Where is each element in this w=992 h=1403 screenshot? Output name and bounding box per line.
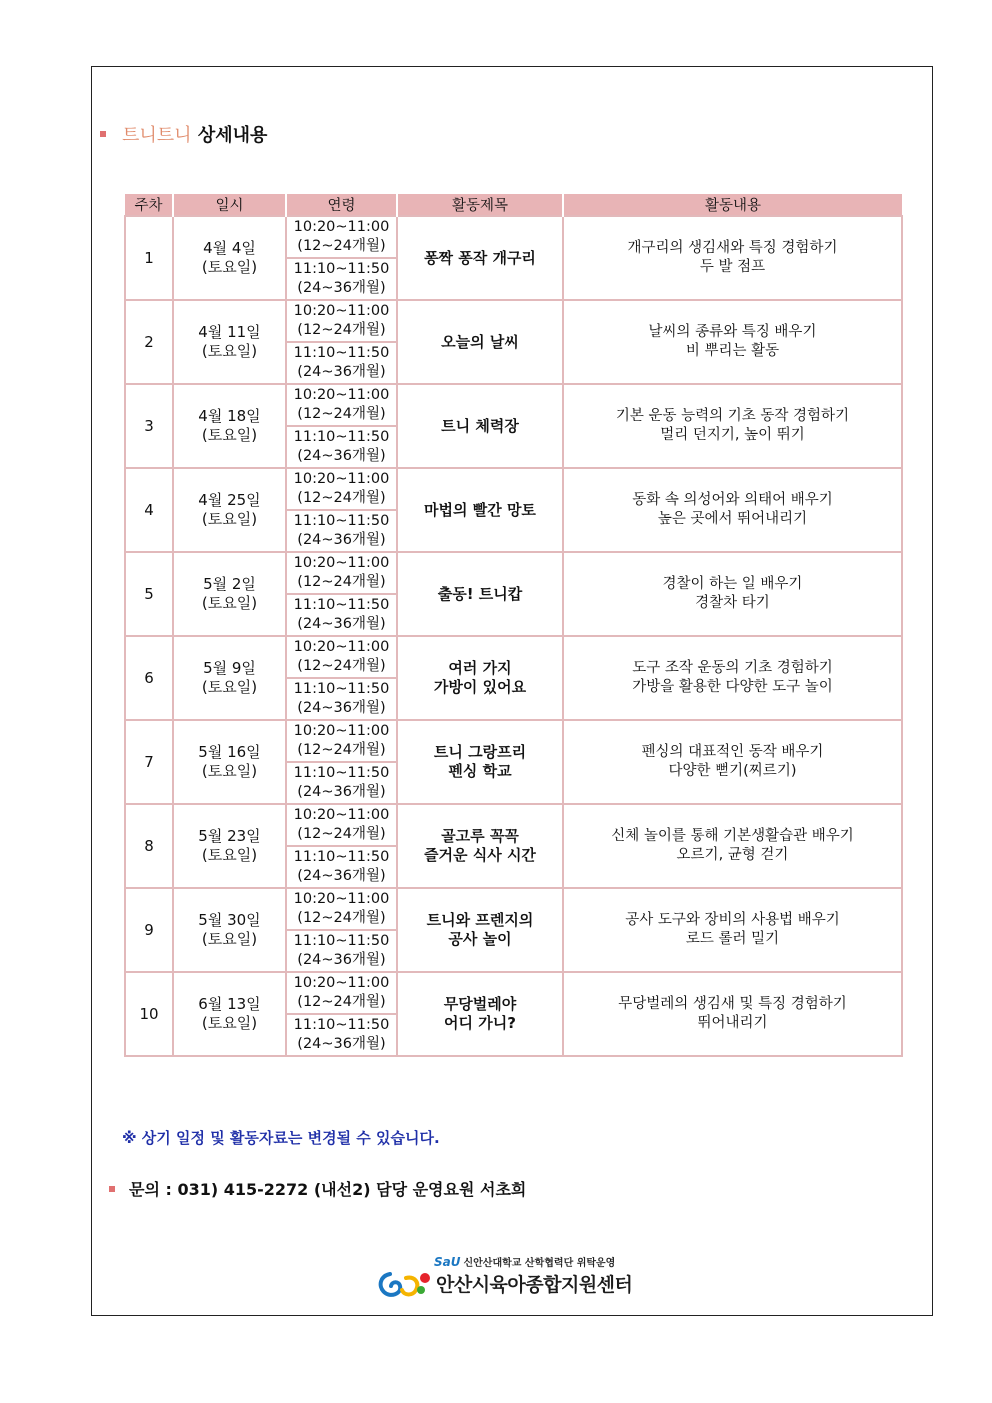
age-time: 10:20~11:00 — [293, 639, 390, 655]
title-line: 무당벌레야 — [443, 995, 517, 1013]
title-line: 즐거운 식사 시간 — [424, 846, 536, 864]
age-time: 10:20~11:00 — [293, 219, 390, 235]
date-cell — [173, 552, 286, 636]
date-cell — [173, 888, 286, 972]
content-cell — [563, 804, 902, 888]
title-cell — [397, 804, 563, 888]
heading-accent: 트니트니 — [122, 125, 192, 146]
swirl-logo-icon — [376, 1270, 434, 1300]
age-range: (12~24개월) — [297, 574, 386, 590]
table-row — [125, 720, 902, 762]
header-week: 주차 — [125, 194, 173, 216]
content-line: 날씨의 종류와 특징 배우기 — [648, 324, 817, 340]
age-range: (12~24개월) — [297, 910, 386, 926]
table-row — [125, 636, 902, 678]
table-body — [125, 216, 902, 1056]
bullet-icon — [109, 1186, 115, 1192]
age-cell — [286, 972, 397, 1014]
table-row — [125, 468, 902, 510]
title-cell — [397, 720, 563, 804]
week-cell: 4 — [125, 468, 173, 552]
age-time: 11:10~11:50 — [293, 849, 390, 865]
content-line: 도구 조작 운동의 기초 경험하기 — [632, 660, 833, 676]
title-cell — [397, 636, 563, 720]
age-time: 10:20~11:00 — [293, 555, 390, 571]
content-line: 경찰이 하는 일 배우기 — [662, 576, 803, 592]
table-row — [125, 888, 902, 930]
title-line: 골고루 꼭꼭 — [441, 827, 519, 845]
title-line: 펜싱 학교 — [448, 762, 512, 780]
age-range: (12~24개월) — [297, 322, 386, 338]
age-cell — [286, 762, 397, 804]
table-row — [125, 384, 902, 426]
date-cell — [173, 636, 286, 720]
age-range: (12~24개월) — [297, 742, 386, 758]
age-range: (12~24개월) — [297, 658, 386, 674]
content-line: 개구리의 생김새와 특징 경험하기 — [627, 240, 838, 256]
age-time: 11:10~11:50 — [293, 597, 390, 613]
title-line: 출동! 트니캅 — [437, 584, 523, 603]
week-cell: 1 — [125, 216, 173, 300]
age-cell — [286, 846, 397, 888]
date-cell — [173, 300, 286, 384]
age-time: 11:10~11:50 — [293, 345, 390, 361]
contact-line — [109, 1177, 526, 1200]
title-cell — [397, 552, 563, 636]
table-header-row — [125, 194, 902, 216]
day-text: (토요일) — [201, 678, 258, 696]
date-text: 5월 23일 — [198, 827, 261, 845]
day-text: (토요일) — [201, 426, 258, 444]
day-text: (토요일) — [201, 258, 258, 276]
week-cell: 6 — [125, 636, 173, 720]
title-line: 트니 체력장 — [441, 416, 519, 435]
title-line: 공사 놀이 — [448, 930, 512, 948]
age-range: (24~36개월) — [297, 784, 386, 800]
date-text: 6월 13일 — [198, 995, 261, 1013]
age-time: 10:20~11:00 — [293, 807, 390, 823]
date-text: 4월 25일 — [198, 491, 261, 509]
day-text: (토요일) — [201, 594, 258, 612]
header-title: 활동제목 — [397, 194, 563, 216]
day-text: (토요일) — [201, 342, 258, 360]
age-cell — [286, 384, 397, 426]
title-cell — [397, 384, 563, 468]
title-cell — [397, 216, 563, 300]
age-range: (24~36개월) — [297, 952, 386, 968]
table-row — [125, 972, 902, 1014]
age-time: 11:10~11:50 — [293, 681, 390, 697]
age-range: (24~36개월) — [297, 1036, 386, 1052]
age-cell — [286, 342, 397, 384]
title-line: 여러 가지 — [448, 659, 512, 677]
content-line: 오르기, 균형 걷기 — [676, 847, 789, 863]
content-line: 경찰차 타기 — [695, 595, 770, 611]
age-cell — [286, 804, 397, 846]
age-time: 11:10~11:50 — [293, 933, 390, 949]
heading-text: 상세내용 — [197, 125, 268, 146]
title-line: 트니 그랑프리 — [433, 743, 527, 761]
age-cell — [286, 300, 397, 342]
day-text: (토요일) — [201, 510, 258, 528]
date-cell — [173, 468, 286, 552]
age-cell — [286, 552, 397, 594]
table-row — [125, 804, 902, 846]
day-text: (토요일) — [201, 762, 258, 780]
date-cell — [173, 216, 286, 300]
content-line: 공사 도구와 장비의 사용법 배우기 — [625, 912, 840, 928]
bullet-icon — [100, 131, 106, 137]
date-text: 5월 2일 — [203, 575, 256, 593]
title-line: 마법의 빨간 망토 — [424, 500, 536, 519]
content-line: 다양한 뻗기(찌르기) — [668, 763, 797, 779]
title-line: 어디 가니? — [444, 1014, 516, 1032]
date-text: 5월 9일 — [203, 659, 256, 677]
age-range: (24~36개월) — [297, 616, 386, 632]
week-cell: 8 — [125, 804, 173, 888]
age-cell — [286, 468, 397, 510]
week-cell: 10 — [125, 972, 173, 1056]
content-line: 멀리 던지기, 높이 뛰기 — [660, 427, 805, 443]
date-text: 4월 11일 — [198, 323, 261, 341]
age-cell — [286, 426, 397, 468]
age-range: (12~24개월) — [297, 490, 386, 506]
content-line: 동화 속 의성어와 의태어 배우기 — [632, 492, 833, 508]
date-text: 5월 30일 — [198, 911, 261, 929]
age-time: 10:20~11:00 — [293, 387, 390, 403]
age-range: (24~36개월) — [297, 868, 386, 884]
age-cell — [286, 1014, 397, 1056]
age-time: 11:10~11:50 — [293, 261, 390, 277]
section-heading — [100, 121, 267, 147]
contact-text: 문의 : 031) 415-2272 (내선2) 담당 운영요원 서초희 — [129, 1180, 527, 1199]
title-cell — [397, 468, 563, 552]
age-range: (24~36개월) — [297, 700, 386, 716]
day-text: (토요일) — [201, 846, 258, 864]
age-cell — [286, 510, 397, 552]
content-cell — [563, 300, 902, 384]
age-time: 11:10~11:50 — [293, 513, 390, 529]
title-cell — [397, 972, 563, 1056]
content-line: 펜싱의 대표적인 동작 배우기 — [641, 744, 824, 760]
content-line: 비 뿌리는 활동 — [685, 343, 780, 359]
age-cell — [286, 888, 397, 930]
content-line: 무당벌레의 생김새 및 특징 경험하기 — [618, 996, 847, 1012]
schedule-table — [124, 194, 903, 1057]
age-range: (12~24개월) — [297, 826, 386, 842]
age-cell — [286, 216, 397, 258]
age-time: 10:20~11:00 — [293, 723, 390, 739]
content-line: 기본 운동 능력의 기초 동작 경험하기 — [615, 408, 850, 424]
title-cell — [397, 888, 563, 972]
content-line: 높은 곳에서 뛰어내리기 — [657, 511, 808, 527]
content-line: 로드 롤러 밀기 — [685, 931, 780, 947]
age-time: 11:10~11:50 — [293, 765, 390, 781]
date-cell — [173, 384, 286, 468]
content-cell — [563, 216, 902, 300]
title-cell — [397, 300, 563, 384]
week-cell: 9 — [125, 888, 173, 972]
age-cell — [286, 720, 397, 762]
week-cell: 7 — [125, 720, 173, 804]
content-line: 신체 놀이를 통해 기본생활습관 배우기 — [611, 828, 854, 844]
content-cell — [563, 468, 902, 552]
age-range: (24~36개월) — [297, 364, 386, 380]
content-cell — [563, 636, 902, 720]
week-cell: 2 — [125, 300, 173, 384]
table-row — [125, 300, 902, 342]
title-line: 가방이 있어요 — [433, 678, 527, 696]
title-line: 트니와 프렌지의 — [426, 911, 534, 929]
age-time: 10:20~11:00 — [293, 303, 390, 319]
table-row — [125, 216, 902, 258]
logo-center-name: 안산시육아종합지원센터 — [436, 1274, 633, 1296]
age-range: (24~36개월) — [297, 448, 386, 464]
header-date: 일시 — [173, 194, 286, 216]
schedule-change-note: ※ 상기 일정 및 활동자료는 변경될 수 있습니다. — [122, 1129, 440, 1147]
age-time: 10:20~11:00 — [293, 975, 390, 991]
week-cell: 5 — [125, 552, 173, 636]
content-line: 뛰어내리기 — [697, 1015, 768, 1031]
age-time: 11:10~11:50 — [293, 429, 390, 445]
age-cell — [286, 258, 397, 300]
age-cell — [286, 930, 397, 972]
content-line: 두 발 점프 — [699, 259, 766, 275]
age-cell — [286, 594, 397, 636]
date-cell — [173, 972, 286, 1056]
date-cell — [173, 720, 286, 804]
header-age: 연령 — [286, 194, 397, 216]
logo-sub-text: 신안산대학교 산학협력단 위탁운영 — [463, 1258, 616, 1269]
table-row — [125, 552, 902, 594]
header-content: 활동내용 — [563, 194, 902, 216]
age-time: 11:10~11:50 — [293, 1017, 390, 1033]
age-time: 10:20~11:00 — [293, 471, 390, 487]
logo-subtitle — [434, 1254, 615, 1269]
content-cell — [563, 384, 902, 468]
age-cell — [286, 636, 397, 678]
age-time: 10:20~11:00 — [293, 891, 390, 907]
content-line: 가방을 활용한 다양한 도구 놀이 — [632, 679, 833, 695]
age-range: (24~36개월) — [297, 280, 386, 296]
day-text: (토요일) — [201, 1014, 258, 1032]
date-cell — [173, 804, 286, 888]
age-range: (12~24개월) — [297, 406, 386, 422]
week-cell: 3 — [125, 384, 173, 468]
age-cell — [286, 678, 397, 720]
date-text: 5월 16일 — [198, 743, 261, 761]
date-text: 4월 4일 — [203, 239, 256, 257]
title-line: 퐁짝 퐁작 개구리 — [424, 248, 536, 267]
content-cell — [563, 972, 902, 1056]
age-range: (24~36개월) — [297, 532, 386, 548]
logo-brand: SaU — [434, 1255, 461, 1269]
content-cell — [563, 888, 902, 972]
date-text: 4월 18일 — [198, 407, 261, 425]
content-cell — [563, 720, 902, 804]
day-text: (토요일) — [201, 930, 258, 948]
age-range: (12~24개월) — [297, 994, 386, 1010]
content-cell — [563, 552, 902, 636]
center-logo — [376, 1252, 666, 1300]
title-line: 오늘의 날씨 — [441, 332, 519, 351]
age-range: (12~24개월) — [297, 238, 386, 254]
